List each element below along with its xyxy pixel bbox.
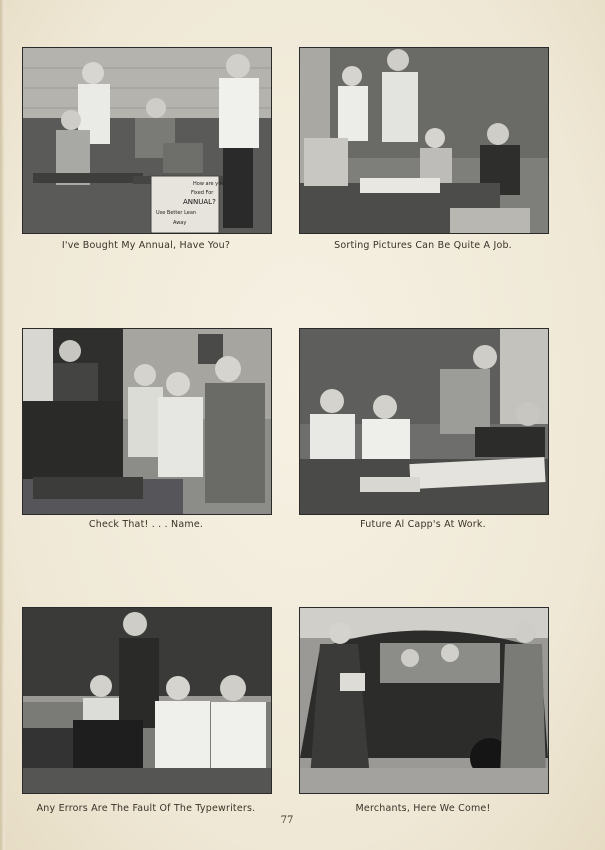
photo-typewriters (22, 607, 272, 794)
photo-caption: Future Al Capp's At Work. (360, 519, 486, 530)
sign-line-3: ANNUAL? (183, 198, 216, 206)
photo-merchants-car (299, 607, 549, 794)
photo-caption: Sorting Pictures Can Be Quite A Job. (334, 240, 512, 251)
page-binding-edge (0, 0, 5, 850)
photo-caption: Merchants, Here We Come! (355, 803, 491, 814)
sign-line-2: Fixed For (191, 190, 214, 196)
sign-line-1: How are you (193, 181, 225, 187)
page-number: 77 (280, 815, 294, 826)
sign-line-5: Away (173, 220, 187, 226)
sign-line-4: Use Better Lean (156, 210, 197, 216)
photo-check-names (22, 328, 272, 515)
photo-future-cartoonists (299, 328, 549, 515)
photo-annual-sale (22, 47, 272, 234)
photo-caption: Any Errors Are The Fault Of The Typewriters. (36, 803, 256, 814)
photo-sorting-pictures (299, 47, 549, 234)
photo-caption: Check That! . . . Name. (88, 519, 204, 530)
photo-caption: I've Bought My Annual, Have You? (61, 240, 231, 251)
